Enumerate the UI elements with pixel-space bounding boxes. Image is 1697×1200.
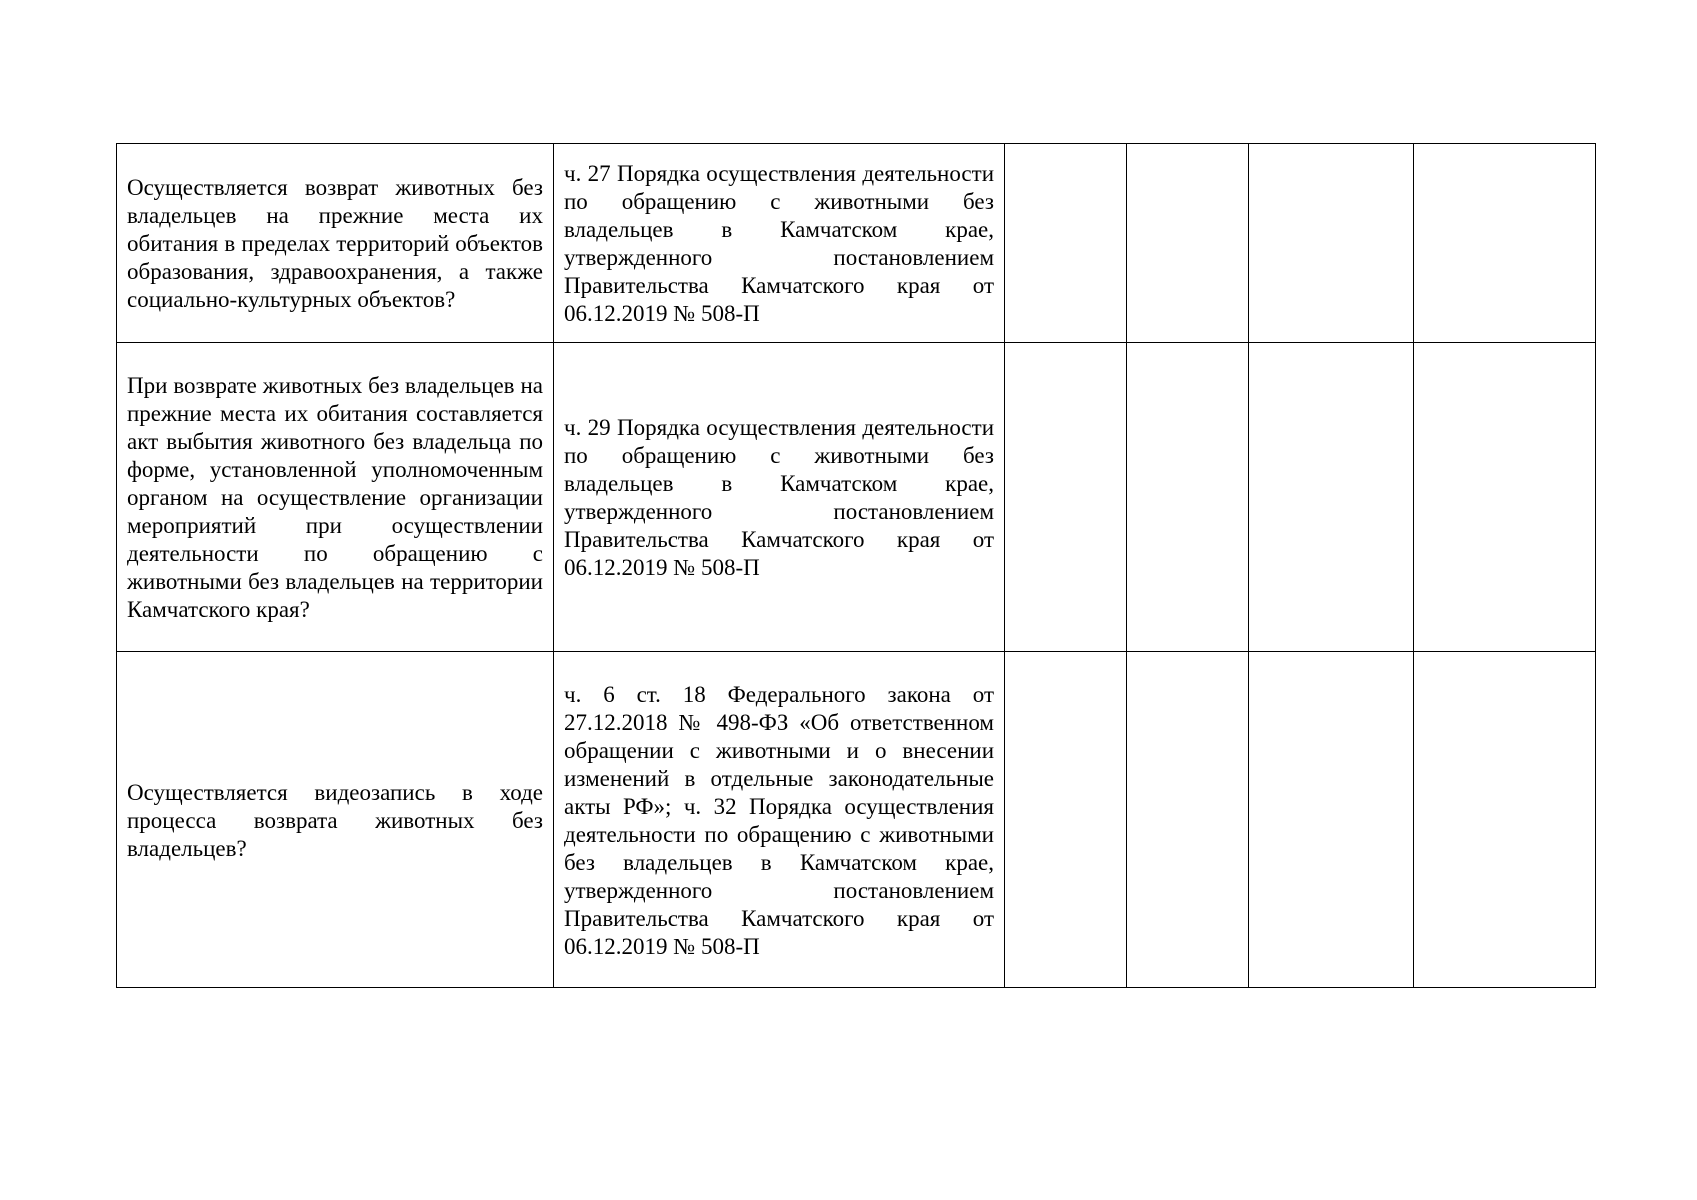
answer-cell-2	[1127, 652, 1249, 988]
table-row	[117, 652, 1596, 988]
answer-cell-1	[1005, 343, 1127, 652]
legal-basis-text: ч. 27 Порядка осуществления деятельности по обращению с животными без владельцев в Камчатском крае, утвержденного постановлением Правительства Камчатского края от 06.12.2019 № 508-П	[564, 161, 994, 326]
question-text: Осуществляется возврат животных без владельцев на прежние места их обитания в пределах территорий объектов образования, здравоохранения, а также социально-культурных объектов?	[127, 175, 543, 312]
table-row	[117, 144, 1596, 343]
note-cell	[1414, 652, 1596, 988]
question-text: При возврате животных без владельцев на прежние места их обитания составляется акт выбытия животного без владельца по форме, установленной уполномоченным органом на осуществление организации мероприятий при осуществлении деятельности по обращению с животными без владельцев на территории Камчатского края?	[127, 373, 543, 622]
answer-cell-2	[1127, 144, 1249, 343]
answer-cell-1	[1005, 652, 1127, 988]
legal-basis-text: ч. 6 ст. 18 Федерального закона от 27.12.2018 № 498-ФЗ «Об ответственном обращении с животными и о внесении изменений в отдельные законодательные акты РФ»; ч. 32 Порядка осуществления деятельности по обращению с животными без владельцев в Камчатском крае, утвержденного постановлением Правительства Камчатского края от 06.12.2019 № 508-П	[564, 681, 994, 959]
legal-basis-cell	[554, 343, 1005, 652]
checklist-table	[116, 143, 1596, 988]
question-cell	[117, 343, 554, 652]
question-text: Осуществляется видеозапись в ходе процесса возврата животных без владельцев?	[127, 779, 543, 861]
answer-cell-3	[1249, 652, 1414, 988]
legal-basis-text: ч. 29 Порядка осуществления деятельности по обращению с животными без владельцев в Камчатском крае, утвержденного постановлением Правительства Камчатского края от 06.12.2019 № 508-П	[564, 415, 994, 580]
note-cell	[1414, 343, 1596, 652]
question-cell	[117, 652, 554, 988]
legal-basis-cell	[554, 652, 1005, 988]
answer-cell-1	[1005, 144, 1127, 343]
answer-cell-3	[1249, 343, 1414, 652]
note-cell	[1414, 144, 1596, 343]
answer-cell-2	[1127, 343, 1249, 652]
legal-basis-cell	[554, 144, 1005, 343]
table-row	[117, 343, 1596, 652]
question-cell	[117, 144, 554, 343]
answer-cell-3	[1249, 144, 1414, 343]
